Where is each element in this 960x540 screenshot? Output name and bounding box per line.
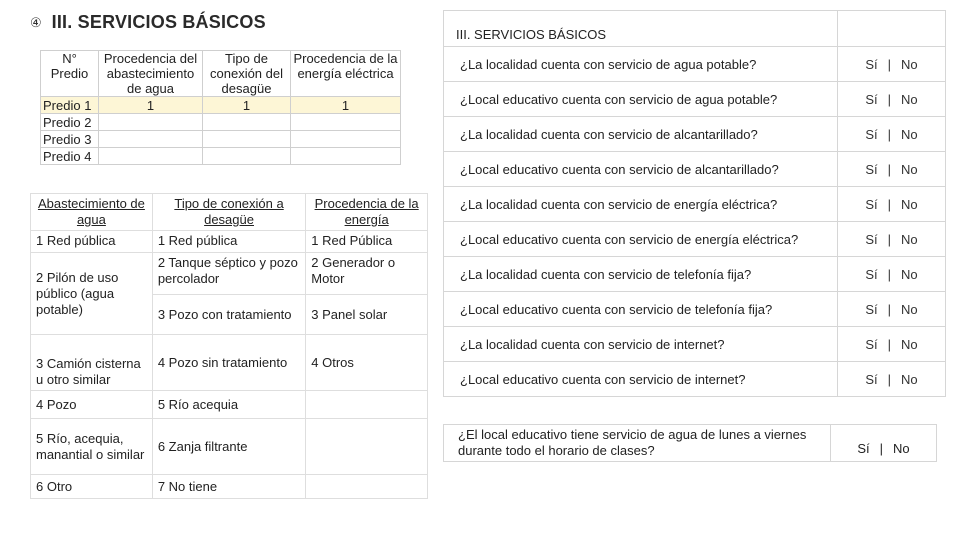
header-desague: Tipo de conexión del desagüe [203, 51, 291, 97]
no-option[interactable]: No [901, 301, 918, 317]
question-row [444, 425, 937, 462]
desague-value[interactable] [203, 114, 291, 131]
legend-header-agua: Abastecimiento de agua [31, 194, 153, 231]
desague-option: 6 Zanja filtrante [152, 419, 305, 475]
predio-label: Predio 1 [41, 97, 99, 114]
yes-no-options[interactable]: Sí | No [838, 187, 946, 222]
header-agua: Procedencia del abastecimiento de agua [99, 51, 203, 97]
right-table-header: III. SERVICIOS BÁSICOS [444, 11, 838, 47]
yes-option[interactable]: Sí [865, 91, 878, 107]
question-text: ¿Local educativo cuenta con servicio de internet? [444, 362, 838, 397]
question-text: ¿El local educativo tiene servicio de agua de lunes a viernes durante todo el horario de clases? [444, 425, 831, 462]
yes-option[interactable]: Sí [865, 336, 878, 352]
yes-option[interactable]: Sí [865, 56, 878, 72]
yes-no-options[interactable]: Sí | No [838, 327, 946, 362]
question-text: ¿La localidad cuenta con servicio de alcantarillado? [444, 117, 838, 152]
yes-no-options[interactable]: Sí | No [838, 47, 946, 82]
desague-option: 1 Red pública [152, 231, 305, 253]
question-row [444, 82, 946, 117]
yes-no-options[interactable]: Sí | No [838, 82, 946, 117]
desague-value[interactable] [203, 148, 291, 165]
no-option[interactable]: No [893, 441, 910, 456]
question-row [444, 152, 946, 187]
question-row [444, 362, 946, 397]
no-option[interactable]: No [901, 266, 918, 282]
agua-option: 4 Pozo [31, 391, 153, 419]
no-option[interactable]: No [901, 196, 918, 212]
agua-option: 6 Otro [31, 475, 153, 499]
yes-no-options[interactable]: Sí | No [838, 257, 946, 292]
header-predio: N° Predio [41, 51, 99, 97]
no-option[interactable]: No [901, 371, 918, 387]
table-row [41, 97, 401, 114]
agua-option: 3 Camión cisterna u otro similar [31, 335, 153, 391]
no-option[interactable]: No [901, 126, 918, 142]
agua-option: 1 Red pública [31, 231, 153, 253]
no-option[interactable]: No [901, 91, 918, 107]
question-text: ¿Local educativo cuenta con servicio de agua potable? [444, 82, 838, 117]
energia-option: 2 Generador o Motor [306, 253, 428, 295]
question-text: ¿La localidad cuenta con servicio de telefonía fija? [444, 257, 838, 292]
legend-table [30, 193, 428, 499]
energia-value[interactable]: 1 [291, 97, 401, 114]
slide-title [30, 12, 266, 33]
predio-table [40, 50, 401, 165]
predio-label: Predio 2 [41, 114, 99, 131]
yes-option[interactable]: Sí [865, 371, 878, 387]
desague-value[interactable] [203, 131, 291, 148]
question-row [444, 187, 946, 222]
agua-option: 2 Pilón de uso público (agua potable) [31, 253, 153, 335]
yes-no-options[interactable]: Sí | No [831, 425, 937, 462]
no-option[interactable]: No [901, 231, 918, 247]
energia-value[interactable] [291, 131, 401, 148]
yes-option[interactable]: Sí [865, 301, 878, 317]
no-option[interactable]: No [901, 336, 918, 352]
question-row [444, 327, 946, 362]
desague-option: 7 No tiene [152, 475, 305, 499]
question-text: ¿La localidad cuenta con servicio de energía eléctrica? [444, 187, 838, 222]
agua-horario-table [443, 424, 937, 462]
energia-option: 3 Panel solar [306, 295, 428, 335]
legend-header-desague: Tipo de conexión a desagüe [152, 194, 305, 231]
question-row [444, 47, 946, 82]
yes-no-options[interactable]: Sí | No [838, 362, 946, 397]
energia-value[interactable] [291, 114, 401, 131]
yes-no-options[interactable]: Sí | No [838, 292, 946, 327]
legend-header-energia: Procedencia de la energía [306, 194, 428, 231]
agua-value[interactable] [99, 148, 203, 165]
energia-value[interactable] [291, 148, 401, 165]
agua-value[interactable]: 1 [99, 97, 203, 114]
question-row [444, 292, 946, 327]
table-row [41, 131, 401, 148]
desague-option: 3 Pozo con tratamiento [152, 295, 305, 335]
question-text: ¿Local educativo cuenta con servicio de alcantarillado? [444, 152, 838, 187]
question-text: ¿Local educativo cuenta con servicio de telefonía fija? [444, 292, 838, 327]
yes-option[interactable]: Sí [865, 126, 878, 142]
yes-no-options[interactable]: Sí | No [838, 222, 946, 257]
energia-option: 1 Red Pública [306, 231, 428, 253]
servicios-questions-table [443, 10, 946, 397]
desague-option: 5 Río acequia [152, 391, 305, 419]
question-row [444, 222, 946, 257]
header-energia: Procedencia de la energía eléctrica [291, 51, 401, 97]
yes-no-options[interactable]: Sí | No [838, 117, 946, 152]
desague-option: 2 Tanque séptico y pozo percolador [152, 253, 305, 295]
section-title: III. SERVICIOS BÁSICOS [51, 12, 266, 32]
yes-option[interactable]: Sí [865, 231, 878, 247]
question-row [444, 257, 946, 292]
table-row [41, 148, 401, 165]
desague-value[interactable]: 1 [203, 97, 291, 114]
question-text: ¿La localidad cuenta con servicio de internet? [444, 327, 838, 362]
table-row [41, 114, 401, 131]
agua-value[interactable] [99, 114, 203, 131]
question-row [444, 117, 946, 152]
agua-value[interactable] [99, 131, 203, 148]
yes-option[interactable]: Sí [865, 161, 878, 177]
yes-option[interactable]: Sí [865, 196, 878, 212]
predio-label: Predio 3 [41, 131, 99, 148]
yes-option[interactable]: Sí [857, 441, 870, 456]
bullet-number: ④ [30, 14, 42, 30]
yes-no-options[interactable]: Sí | No [838, 152, 946, 187]
agua-option: 5 Río, acequia, manantial o similar [31, 419, 153, 475]
question-text: ¿Local educativo cuenta con servicio de energía eléctrica? [444, 222, 838, 257]
no-option[interactable]: No [901, 56, 918, 72]
energia-option: 4 Otros [306, 335, 428, 391]
yes-option[interactable]: Sí [865, 266, 878, 282]
desague-option: 4 Pozo sin tratamiento [152, 335, 305, 391]
no-option[interactable]: No [901, 161, 918, 177]
predio-label: Predio 4 [41, 148, 99, 165]
question-text: ¿La localidad cuenta con servicio de agua potable? [444, 47, 838, 82]
